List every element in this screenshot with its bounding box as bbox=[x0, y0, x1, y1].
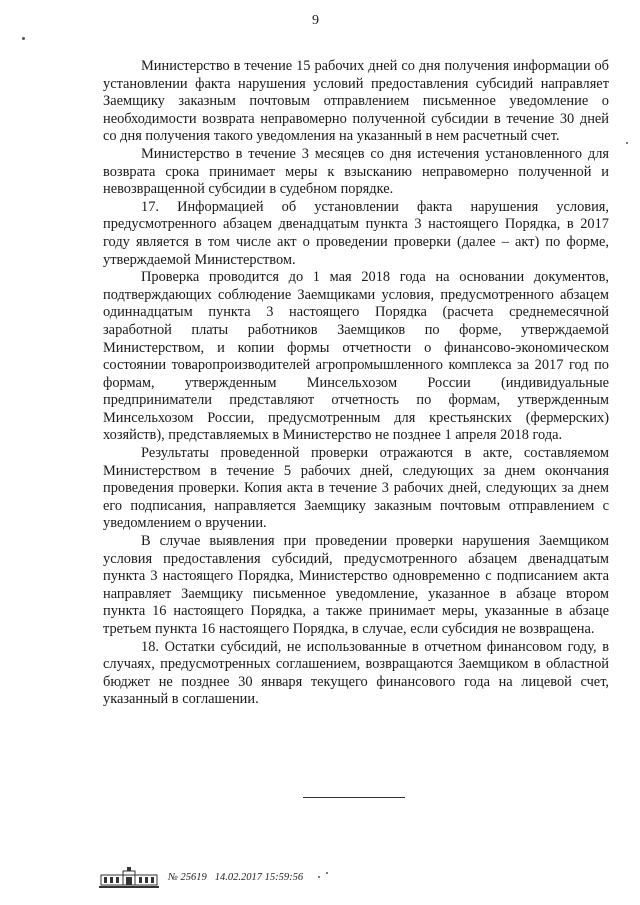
page-number: 9 bbox=[312, 13, 319, 28]
end-separator-line bbox=[303, 797, 405, 798]
scan-speck bbox=[626, 142, 628, 144]
paragraph: Министерство в течение 15 рабочих дней со дня получения информации об установлении факта нарушения условий предоставления субсидий направляет Заемщику заказным почтовым отправлением письменное уведомление о необходимости возврата неправомерно полученной субсидии в течение 30 дней со дня получения такого уведомления на указанный в нем расчетный счет. bbox=[103, 58, 609, 145]
scan-speck bbox=[318, 876, 320, 878]
building-logo-icon bbox=[98, 865, 160, 889]
document-timestamp: 14.02.2017 15:59:56 bbox=[214, 871, 304, 883]
paragraph: 17. Информацией об установлении факта нарушения условия, предусмотренного абзацем двенадцатым пункта 3 настоящего Порядка, в 2017 году является в том числе акт о проведении проверки (далее – акт) по форме, утверждаемой Министерством. bbox=[103, 198, 609, 268]
scan-speck bbox=[326, 872, 328, 874]
paragraph: В случае выявления при проведении проверки нарушения Заемщиком условия предоставления субсидий, предусмотренного абзацем двенадцатым пункта 3 настоящего Порядка, Министерство одновременно с подписанием акта направляет Заемщику письменное уведомление, указанное в абзаце втором пункта 16 настоящего Порядка, а также принимает меры, указанные в абзаце третьем пункта 16 настоящего Порядка, в случае, если субсидия не возвращена. bbox=[103, 533, 609, 637]
paragraph: Результаты проведенной проверки отражаются в акте, составляемом Министерством в течение 5 рабочих дней, следующих за днем окончания проведения проверки. Копия акта в течение 3 рабочих дней, следующих за днем его подписания, направляется Заемщику заказным почтовым отправлением с уведомлением о вручении. bbox=[103, 445, 609, 532]
document-body bbox=[103, 58, 609, 709]
scan-speck bbox=[22, 37, 25, 40]
footer-stamp bbox=[98, 865, 303, 889]
paragraph: Министерство в течение 3 месяцев со дня истечения установленного для возврата срока принимает меры к взысканию неправомерно полученной и невозвращенной субсидии в судебном порядке. bbox=[103, 145, 609, 198]
paragraph: 18. Остатки субсидий, не использованные в отчетном финансовом году, в случаях, предусмотренных соглашением, возвращаются Заемщиком в областной бюджет не позднее 30 января текущего финансового года на лицевой счет, указанный в соглашении. bbox=[103, 638, 609, 708]
document-number: № 25619 bbox=[168, 871, 207, 883]
paragraph: Проверка проводится до 1 мая 2018 года на основании документов, подтверждающих соблюдение Заемщиками условия, предусмотренного абзацем одиннадцатым пункта 3 настоящего Порядка (расчета среднемесячной заработной платы работников Заемщиков по форме, утверждаемой Министерством, и копии формы отчетности о финансово-экономическом состоянии товаропроизводителей агропромышленного комплекса за 2017 год по формам, утвержденным Минсельхозом России (индивидуальные предприниматели представляют отчетность по формам, утвержденным Минсельхозом России, предусмотренным для крестьянских (фермерских) хозяйств), представляемых в Министерство не позднее 1 апреля 2018 года. bbox=[103, 269, 609, 444]
